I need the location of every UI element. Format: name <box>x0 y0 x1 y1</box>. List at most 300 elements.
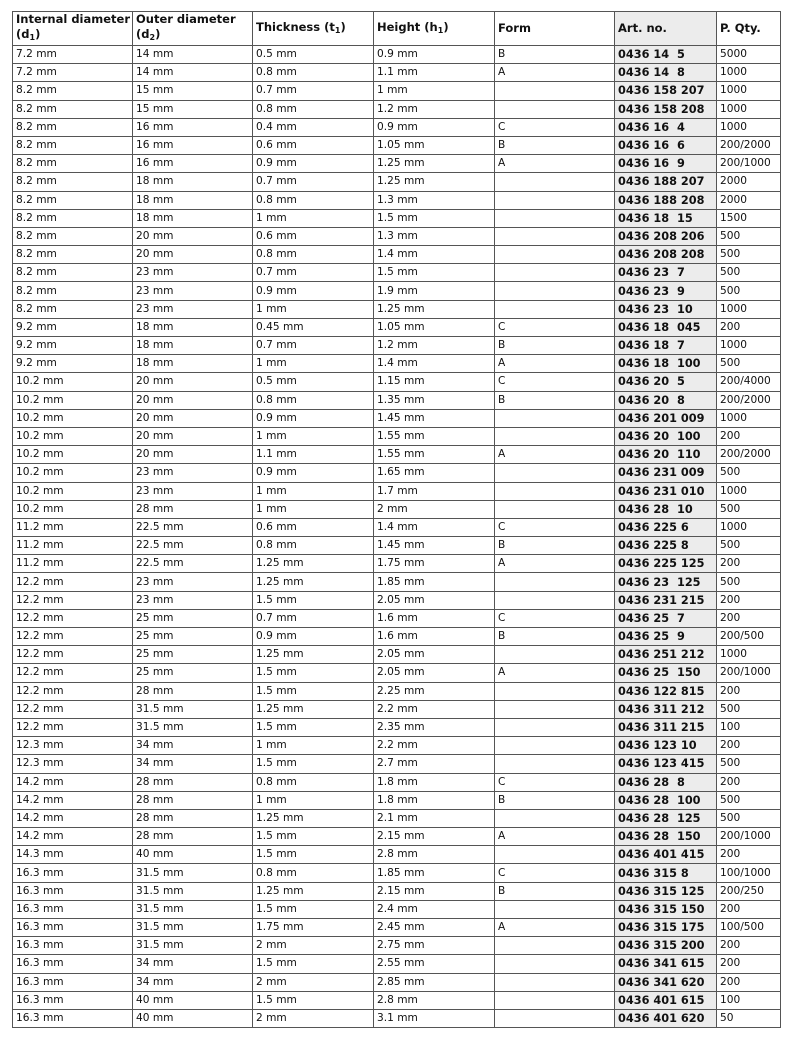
cell-form: C <box>495 864 615 882</box>
cell-thickness: 0.8 mm <box>253 864 374 882</box>
cell-form: B <box>495 136 615 154</box>
cell-p-qty: 1000 <box>717 409 781 427</box>
cell-height: 2.85 mm <box>374 973 495 991</box>
cell-art-no: 0436 311 212 <box>615 700 717 718</box>
table-row <box>13 282 781 300</box>
cell-height: 2.05 mm <box>374 646 495 664</box>
table-row <box>13 64 781 82</box>
cell-internal-diameter: 12.2 mm <box>13 664 133 682</box>
table-row <box>13 937 781 955</box>
cell-outer-diameter: 20 mm <box>133 427 253 445</box>
cell-height: 1.25 mm <box>374 300 495 318</box>
cell-outer-diameter: 23 mm <box>133 282 253 300</box>
cell-internal-diameter: 16.3 mm <box>13 955 133 973</box>
table-row <box>13 227 781 245</box>
cell-internal-diameter: 10.2 mm <box>13 482 133 500</box>
cell-thickness: 1.5 mm <box>253 591 374 609</box>
cell-height: 2.2 mm <box>374 700 495 718</box>
cell-p-qty: 1500 <box>717 209 781 227</box>
cell-art-no: 0436 225 8 <box>615 537 717 555</box>
cell-outer-diameter: 18 mm <box>133 355 253 373</box>
cell-internal-diameter: 8.2 mm <box>13 282 133 300</box>
cell-p-qty: 500 <box>717 500 781 518</box>
cell-height: 2.7 mm <box>374 755 495 773</box>
cell-p-qty: 1000 <box>717 100 781 118</box>
cell-art-no: 0436 16 6 <box>615 136 717 154</box>
cell-outer-diameter: 18 mm <box>133 209 253 227</box>
cell-height: 3.1 mm <box>374 1009 495 1027</box>
cell-outer-diameter: 40 mm <box>133 846 253 864</box>
cell-internal-diameter: 11.2 mm <box>13 518 133 536</box>
cell-thickness: 0.9 mm <box>253 282 374 300</box>
cell-outer-diameter: 20 mm <box>133 446 253 464</box>
cell-art-no: 0436 28 10 <box>615 500 717 518</box>
cell-outer-diameter: 23 mm <box>133 264 253 282</box>
cell-art-no: 0436 18 7 <box>615 337 717 355</box>
cell-internal-diameter: 12.2 mm <box>13 591 133 609</box>
cell-art-no: 0436 23 9 <box>615 282 717 300</box>
table-row <box>13 155 781 173</box>
cell-height: 1.35 mm <box>374 391 495 409</box>
table-row <box>13 118 781 136</box>
table-row <box>13 809 781 827</box>
cell-art-no: 0436 123 415 <box>615 755 717 773</box>
cell-outer-diameter: 16 mm <box>133 136 253 154</box>
cell-thickness: 0.6 mm <box>253 227 374 245</box>
cell-height: 1.45 mm <box>374 409 495 427</box>
table-row <box>13 973 781 991</box>
cell-internal-diameter: 12.2 mm <box>13 609 133 627</box>
table-row <box>13 718 781 736</box>
table-row <box>13 318 781 336</box>
cell-art-no: 0436 20 8 <box>615 391 717 409</box>
cell-outer-diameter: 22.5 mm <box>133 537 253 555</box>
header-subscript: 1 <box>437 25 444 35</box>
cell-outer-diameter: 31.5 mm <box>133 900 253 918</box>
cell-height: 1.2 mm <box>374 100 495 118</box>
cell-form <box>495 482 615 500</box>
cell-p-qty: 200/2000 <box>717 446 781 464</box>
cell-thickness: 0.45 mm <box>253 318 374 336</box>
table-row <box>13 791 781 809</box>
cell-outer-diameter: 18 mm <box>133 318 253 336</box>
header-internal-diameter <box>13 12 133 46</box>
header-close: ) <box>155 27 161 41</box>
cell-form <box>495 955 615 973</box>
cell-outer-diameter: 16 mm <box>133 118 253 136</box>
cell-height: 1.75 mm <box>374 555 495 573</box>
cell-art-no: 0436 18 15 <box>615 209 717 227</box>
cell-internal-diameter: 8.2 mm <box>13 300 133 318</box>
table-row <box>13 482 781 500</box>
cell-height: 2.2 mm <box>374 737 495 755</box>
cell-thickness: 1.1 mm <box>253 446 374 464</box>
cell-thickness: 1.5 mm <box>253 755 374 773</box>
cell-form <box>495 82 615 100</box>
cell-height: 1.8 mm <box>374 773 495 791</box>
cell-art-no: 0436 341 620 <box>615 973 717 991</box>
cell-p-qty: 500 <box>717 537 781 555</box>
cell-outer-diameter: 23 mm <box>133 300 253 318</box>
table-row <box>13 646 781 664</box>
cell-p-qty: 200 <box>717 427 781 445</box>
cell-outer-diameter: 28 mm <box>133 791 253 809</box>
cell-art-no: 0436 158 207 <box>615 82 717 100</box>
cell-p-qty: 200 <box>717 555 781 573</box>
table-row <box>13 300 781 318</box>
table-row <box>13 537 781 555</box>
cell-internal-diameter: 9.2 mm <box>13 318 133 336</box>
cell-thickness: 0.5 mm <box>253 46 374 64</box>
cell-thickness: 0.7 mm <box>253 82 374 100</box>
header-symbol: (d <box>136 27 150 41</box>
header-label: Form <box>498 21 531 35</box>
cell-form <box>495 755 615 773</box>
table-row <box>13 628 781 646</box>
cell-height: 2.8 mm <box>374 991 495 1009</box>
cell-form <box>495 991 615 1009</box>
cell-outer-diameter: 23 mm <box>133 591 253 609</box>
cell-form: B <box>495 791 615 809</box>
cell-outer-diameter: 18 mm <box>133 173 253 191</box>
cell-height: 1.9 mm <box>374 282 495 300</box>
header-close: ) <box>443 19 449 34</box>
cell-thickness: 1.75 mm <box>253 919 374 937</box>
cell-p-qty: 100/500 <box>717 919 781 937</box>
cell-thickness: 1.25 mm <box>253 646 374 664</box>
cell-internal-diameter: 8.2 mm <box>13 246 133 264</box>
table-row <box>13 737 781 755</box>
cell-height: 0.9 mm <box>374 46 495 64</box>
table-row <box>13 191 781 209</box>
cell-art-no: 0436 16 9 <box>615 155 717 173</box>
cell-outer-diameter: 14 mm <box>133 46 253 64</box>
cell-outer-diameter: 34 mm <box>133 955 253 973</box>
cell-outer-diameter: 31.5 mm <box>133 919 253 937</box>
table-row <box>13 136 781 154</box>
cell-outer-diameter: 15 mm <box>133 100 253 118</box>
table-row <box>13 919 781 937</box>
cell-thickness: 1.5 mm <box>253 900 374 918</box>
cell-internal-diameter: 12.3 mm <box>13 737 133 755</box>
cell-p-qty: 200 <box>717 900 781 918</box>
header-label: Thickness (t <box>256 19 335 34</box>
cell-thickness: 0.7 mm <box>253 173 374 191</box>
cell-internal-diameter: 8.2 mm <box>13 264 133 282</box>
cell-height: 2.05 mm <box>374 591 495 609</box>
header-art-no <box>615 12 717 46</box>
table-row <box>13 427 781 445</box>
cell-form <box>495 809 615 827</box>
cell-thickness: 0.8 mm <box>253 391 374 409</box>
cell-outer-diameter: 40 mm <box>133 991 253 1009</box>
cell-form <box>495 246 615 264</box>
table-row <box>13 46 781 64</box>
cell-outer-diameter: 20 mm <box>133 246 253 264</box>
cell-art-no: 0436 28 8 <box>615 773 717 791</box>
cell-form <box>495 427 615 445</box>
cell-outer-diameter: 34 mm <box>133 973 253 991</box>
table-row <box>13 100 781 118</box>
cell-form <box>495 282 615 300</box>
cell-height: 1.25 mm <box>374 173 495 191</box>
table-row <box>13 591 781 609</box>
cell-p-qty: 200/1000 <box>717 664 781 682</box>
cell-thickness: 1 mm <box>253 209 374 227</box>
table-row <box>13 373 781 391</box>
cell-art-no: 0436 14 8 <box>615 64 717 82</box>
cell-thickness: 1.5 mm <box>253 718 374 736</box>
cell-p-qty: 500 <box>717 700 781 718</box>
cell-height: 1.4 mm <box>374 355 495 373</box>
cell-form: A <box>495 446 615 464</box>
table-row <box>13 573 781 591</box>
header-p-qty <box>717 12 781 46</box>
cell-height: 2.75 mm <box>374 937 495 955</box>
cell-internal-diameter: 12.2 mm <box>13 682 133 700</box>
cell-thickness: 0.7 mm <box>253 609 374 627</box>
cell-p-qty: 1000 <box>717 482 781 500</box>
cell-thickness: 1 mm <box>253 300 374 318</box>
cell-form <box>495 464 615 482</box>
cell-art-no: 0436 401 620 <box>615 1009 717 1027</box>
cell-height: 2.05 mm <box>374 664 495 682</box>
cell-form <box>495 846 615 864</box>
cell-p-qty: 200 <box>717 682 781 700</box>
cell-p-qty: 2000 <box>717 191 781 209</box>
cell-art-no: 0436 25 9 <box>615 628 717 646</box>
cell-p-qty: 200/2000 <box>717 391 781 409</box>
cell-form: A <box>495 828 615 846</box>
cell-internal-diameter: 8.2 mm <box>13 118 133 136</box>
table-row <box>13 246 781 264</box>
cell-art-no: 0436 231 009 <box>615 464 717 482</box>
cell-thickness: 0.6 mm <box>253 518 374 536</box>
cell-form <box>495 682 615 700</box>
cell-outer-diameter: 22.5 mm <box>133 555 253 573</box>
cell-internal-diameter: 8.2 mm <box>13 100 133 118</box>
table-row <box>13 664 781 682</box>
cell-internal-diameter: 10.2 mm <box>13 391 133 409</box>
cell-height: 2.4 mm <box>374 900 495 918</box>
cell-height: 1.6 mm <box>374 609 495 627</box>
cell-outer-diameter: 28 mm <box>133 500 253 518</box>
cell-internal-diameter: 8.2 mm <box>13 82 133 100</box>
header-thickness <box>253 12 374 46</box>
cell-thickness: 1.5 mm <box>253 682 374 700</box>
cell-height: 0.9 mm <box>374 118 495 136</box>
cell-thickness: 2 mm <box>253 973 374 991</box>
cell-art-no: 0436 225 125 <box>615 555 717 573</box>
cell-outer-diameter: 31.5 mm <box>133 882 253 900</box>
cell-outer-diameter: 31.5 mm <box>133 718 253 736</box>
table-row <box>13 773 781 791</box>
cell-height: 2.1 mm <box>374 809 495 827</box>
cell-form <box>495 700 615 718</box>
cell-outer-diameter: 18 mm <box>133 337 253 355</box>
cell-internal-diameter: 14.2 mm <box>13 791 133 809</box>
header-close: ) <box>340 19 346 34</box>
cell-art-no: 0436 14 5 <box>615 46 717 64</box>
cell-form <box>495 591 615 609</box>
cell-internal-diameter: 12.2 mm <box>13 646 133 664</box>
cell-art-no: 0436 18 100 <box>615 355 717 373</box>
cell-outer-diameter: 25 mm <box>133 609 253 627</box>
cell-height: 2.15 mm <box>374 882 495 900</box>
cell-p-qty: 1000 <box>717 646 781 664</box>
cell-thickness: 0.8 mm <box>253 537 374 555</box>
cell-height: 2.8 mm <box>374 846 495 864</box>
cell-form: C <box>495 373 615 391</box>
cell-p-qty: 200 <box>717 846 781 864</box>
table-row <box>13 355 781 373</box>
cell-internal-diameter: 10.2 mm <box>13 464 133 482</box>
cell-p-qty: 200/1000 <box>717 155 781 173</box>
cell-p-qty: 500 <box>717 464 781 482</box>
cell-height: 1.85 mm <box>374 573 495 591</box>
cell-thickness: 0.8 mm <box>253 100 374 118</box>
header-label: Art. no. <box>618 21 667 35</box>
cell-height: 1.5 mm <box>374 209 495 227</box>
table-row <box>13 700 781 718</box>
cell-height: 2.25 mm <box>374 682 495 700</box>
cell-height: 1.4 mm <box>374 518 495 536</box>
table-row <box>13 755 781 773</box>
cell-p-qty: 500 <box>717 282 781 300</box>
header-height <box>374 12 495 46</box>
cell-internal-diameter: 12.2 mm <box>13 718 133 736</box>
cell-internal-diameter: 12.2 mm <box>13 700 133 718</box>
cell-thickness: 2 mm <box>253 937 374 955</box>
header-symbol: (d <box>16 27 30 41</box>
cell-thickness: 1 mm <box>253 737 374 755</box>
cell-form <box>495 718 615 736</box>
cell-internal-diameter: 14.3 mm <box>13 846 133 864</box>
cell-height: 1.6 mm <box>374 628 495 646</box>
cell-art-no: 0436 188 208 <box>615 191 717 209</box>
cell-art-no: 0436 251 212 <box>615 646 717 664</box>
cell-outer-diameter: 20 mm <box>133 227 253 245</box>
cell-p-qty: 200 <box>717 318 781 336</box>
cell-outer-diameter: 20 mm <box>133 391 253 409</box>
cell-form <box>495 1009 615 1027</box>
cell-internal-diameter: 8.2 mm <box>13 191 133 209</box>
cell-form: A <box>495 355 615 373</box>
cell-internal-diameter: 14.2 mm <box>13 809 133 827</box>
cell-internal-diameter: 16.3 mm <box>13 864 133 882</box>
cell-internal-diameter: 16.3 mm <box>13 991 133 1009</box>
cell-art-no: 0436 25 7 <box>615 609 717 627</box>
cell-outer-diameter: 20 mm <box>133 373 253 391</box>
cell-art-no: 0436 315 125 <box>615 882 717 900</box>
cell-outer-diameter: 16 mm <box>133 155 253 173</box>
cell-form <box>495 300 615 318</box>
cell-outer-diameter: 34 mm <box>133 755 253 773</box>
cell-outer-diameter: 31.5 mm <box>133 864 253 882</box>
cell-p-qty: 500 <box>717 227 781 245</box>
cell-art-no: 0436 208 206 <box>615 227 717 245</box>
cell-form <box>495 500 615 518</box>
cell-form: B <box>495 882 615 900</box>
header-label: Internal diameter <box>16 12 131 26</box>
cell-p-qty: 200 <box>717 591 781 609</box>
cell-art-no: 0436 23 7 <box>615 264 717 282</box>
cell-internal-diameter: 10.2 mm <box>13 427 133 445</box>
cell-form <box>495 937 615 955</box>
header-outer-diameter <box>133 12 253 46</box>
table-row <box>13 337 781 355</box>
cell-outer-diameter: 28 mm <box>133 682 253 700</box>
cell-height: 1.05 mm <box>374 136 495 154</box>
cell-outer-diameter: 25 mm <box>133 664 253 682</box>
cell-outer-diameter: 40 mm <box>133 1009 253 1027</box>
cell-internal-diameter: 16.3 mm <box>13 973 133 991</box>
cell-height: 1.3 mm <box>374 227 495 245</box>
cell-outer-diameter: 28 mm <box>133 773 253 791</box>
cell-height: 1.05 mm <box>374 318 495 336</box>
cell-internal-diameter: 7.2 mm <box>13 64 133 82</box>
cell-p-qty: 500 <box>717 791 781 809</box>
cell-internal-diameter: 14.2 mm <box>13 773 133 791</box>
cell-thickness: 1 mm <box>253 482 374 500</box>
table-row <box>13 209 781 227</box>
cell-p-qty: 100/1000 <box>717 864 781 882</box>
cell-art-no: 0436 208 208 <box>615 246 717 264</box>
cell-thickness: 0.8 mm <box>253 773 374 791</box>
cell-height: 1.55 mm <box>374 446 495 464</box>
cell-p-qty: 200 <box>717 955 781 973</box>
cell-form <box>495 264 615 282</box>
table-row <box>13 828 781 846</box>
cell-internal-diameter: 16.3 mm <box>13 937 133 955</box>
cell-internal-diameter: 11.2 mm <box>13 537 133 555</box>
washer-spec-table <box>12 11 781 1028</box>
cell-internal-diameter: 14.2 mm <box>13 828 133 846</box>
cell-art-no: 0436 28 150 <box>615 828 717 846</box>
cell-art-no: 0436 20 100 <box>615 427 717 445</box>
cell-p-qty: 1000 <box>717 518 781 536</box>
cell-form: A <box>495 64 615 82</box>
cell-internal-diameter: 8.2 mm <box>13 209 133 227</box>
cell-art-no: 0436 123 10 <box>615 737 717 755</box>
cell-thickness: 1.25 mm <box>253 573 374 591</box>
cell-thickness: 0.4 mm <box>253 118 374 136</box>
cell-internal-diameter: 9.2 mm <box>13 337 133 355</box>
cell-height: 1.65 mm <box>374 464 495 482</box>
cell-thickness: 1 mm <box>253 791 374 809</box>
cell-thickness: 0.8 mm <box>253 191 374 209</box>
table-body <box>13 46 781 1028</box>
cell-art-no: 0436 225 6 <box>615 518 717 536</box>
table-row <box>13 500 781 518</box>
cell-internal-diameter: 12.2 mm <box>13 573 133 591</box>
cell-height: 1.3 mm <box>374 191 495 209</box>
cell-form <box>495 973 615 991</box>
cell-form <box>495 737 615 755</box>
cell-height: 2 mm <box>374 500 495 518</box>
cell-height: 1.5 mm <box>374 264 495 282</box>
cell-p-qty: 200/500 <box>717 628 781 646</box>
cell-internal-diameter: 10.2 mm <box>13 373 133 391</box>
cell-outer-diameter: 25 mm <box>133 646 253 664</box>
cell-thickness: 0.9 mm <box>253 409 374 427</box>
cell-form: B <box>495 537 615 555</box>
cell-p-qty: 2000 <box>717 173 781 191</box>
cell-art-no: 0436 158 208 <box>615 100 717 118</box>
cell-internal-diameter: 7.2 mm <box>13 46 133 64</box>
cell-art-no: 0436 23 10 <box>615 300 717 318</box>
cell-form: C <box>495 518 615 536</box>
